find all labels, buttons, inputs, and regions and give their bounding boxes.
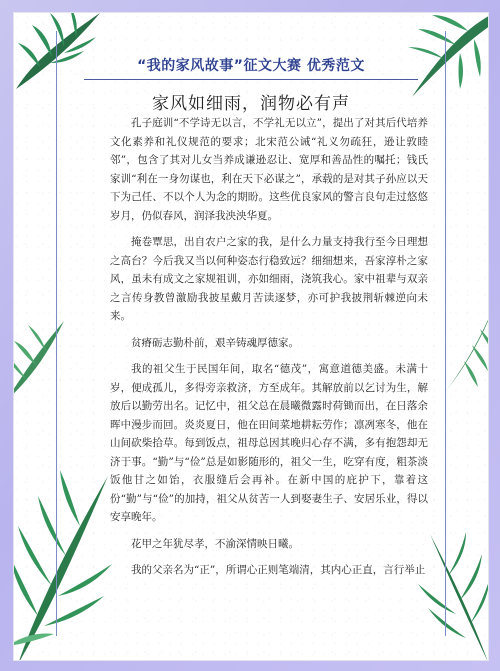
paragraph: 掩卷覃思，出自农户之家的我，是什么力量支持我行至今日理想之高台？今后我又当以何种姿态行稳致远？细细想来，吾家淳朴之家风，虽未有成文之家规祖训，亦如细雨，浇筑我心。家中祖辈与双亲之言传身教曾激励我披星戴月苦读逐梦，亦可护我披荆斩棘逆向未来。 bbox=[110, 236, 428, 322]
document-page bbox=[13, 12, 489, 661]
essay-title: 家风如细雨，润物必有声 bbox=[152, 94, 350, 114]
paragraph: 贫瘠砺志勤朴前，艰辛铸魂厚德家。 bbox=[131, 336, 299, 349]
contest-subtitle: “我的家风故事”征文大赛 优秀范文 bbox=[137, 58, 365, 74]
top-left-leaf-decoration bbox=[13, 12, 106, 93]
right-frame-line bbox=[445, 31, 446, 636]
left-frame-line bbox=[56, 31, 57, 636]
header bbox=[14, 55, 488, 75]
left-leaf-decoration bbox=[13, 313, 74, 403]
paragraph: 我的父亲名为“正”，所谓心正则笔端清，其内心正直，言行举止 bbox=[131, 564, 426, 576]
paragraph: 我的祖父生于民国年间，取名“德茂”，寓意道德美盛。未满十岁，便成孤儿，多得旁亲救济，方至成年。其解放前以乞讨为生，解放后以勤劳出名。记忆中，祖父总在晨曦微露时荷锄而出，在日落余晖中漫步而回。炎炎夏日，他在田间菜地耕耘劳作；凛冽寒冬，他在山间砍柴拾草。每到饭点，祖母总因其晚归心存不满，多有抱怨却无济于事。“勤”与“俭”总是如影随形的，祖父一生，吃穿有度，粗茶淡饭他甘之如饴，衣服缝后会再补。在新中国的庇护下，靠着这份“勤”与“俭”的加持，祖父从贫苦一人到娶妻生子、安居乐业，得以安享晚年。 bbox=[110, 363, 428, 523]
right-leaf-decoration bbox=[436, 303, 489, 393]
paragraph: 孔子庭训“不学诗无以言，不学礼无以立”，提出了对其后代培养文化素养和礼仪规范的要求；北宋范公诫“礼义勿疏狂，逊让敦睦邻”，包含了其对儿女当养成谦逊忍让、宽厚和善品性的嘱托；钱氏家训“利在一身勿谋也，利在天下必谋之”，承载的是对其子孙应以天下为己任、不以个人为念的期盼。这些优良家风的警言良句走过悠悠岁月，仍似春风，润泽我泱泱华夏。 bbox=[110, 117, 428, 222]
paragraph: 花甲之年犹尽孝，不渝深情映日曦。 bbox=[131, 537, 299, 550]
subtitle-underline bbox=[84, 79, 418, 80]
essay-body bbox=[110, 114, 428, 588]
bottom-left-leaf-decoration bbox=[13, 446, 118, 661]
